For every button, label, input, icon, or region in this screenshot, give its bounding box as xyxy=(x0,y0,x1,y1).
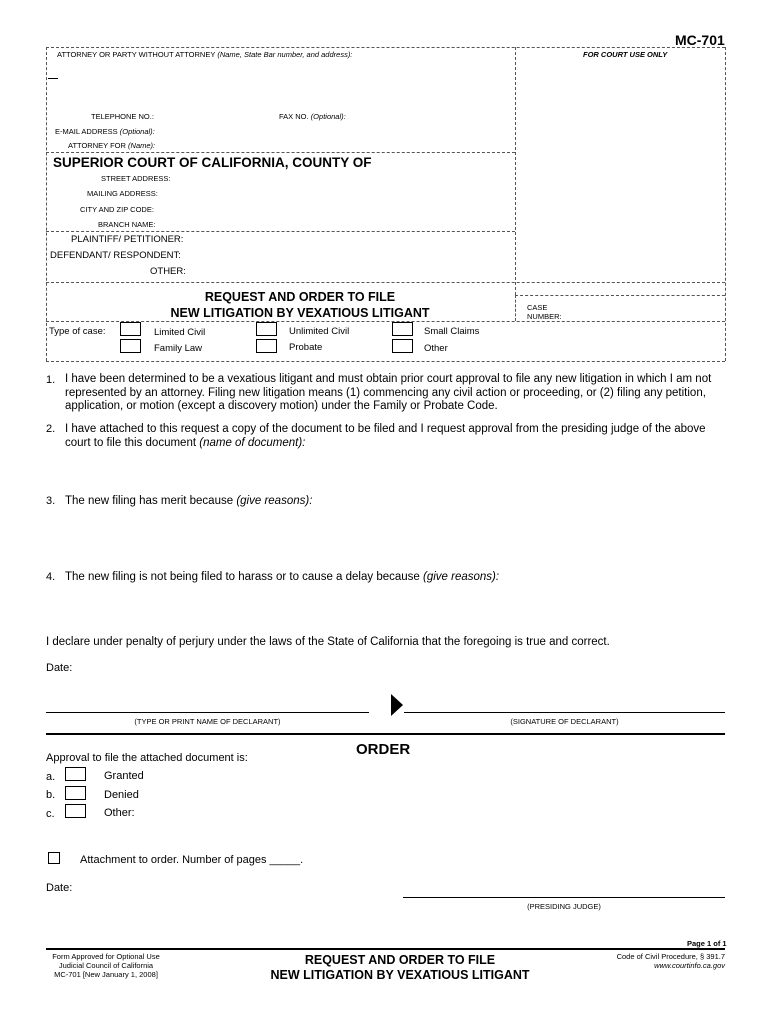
option-limited-civil: Limited Civil xyxy=(154,327,206,338)
item-2-number: 2. xyxy=(46,423,56,435)
order-date-label: Date: xyxy=(46,882,73,894)
option-b-letter: b. xyxy=(46,789,56,801)
checkbox-small-claims[interactable] xyxy=(392,322,413,336)
item-3-number: 3. xyxy=(46,495,56,507)
street-field[interactable] xyxy=(160,172,510,184)
declarant-signature-line xyxy=(404,712,725,713)
attorney-for-label: ATTORNEY FOR xyxy=(68,141,126,150)
footer-left-3: MC-701 [New January 1, 2008] xyxy=(54,970,158,979)
email-label: E-MAIL ADDRESS xyxy=(55,127,118,136)
fax-hint: (Optional): xyxy=(310,112,346,121)
attachment-label: Attachment to order. Number of pages _____. xyxy=(80,854,304,866)
page-number: Page 1 of 1 xyxy=(687,939,727,948)
option-probate: Probate xyxy=(289,342,323,353)
attorney-for-field[interactable] xyxy=(160,139,510,151)
defendant-label: DEFENDANT/ RESPONDENT: xyxy=(50,250,181,261)
left-border xyxy=(46,47,47,361)
footer-left-2: Judicial Council of California xyxy=(58,961,154,970)
option-denied: Denied xyxy=(104,789,139,801)
telephone-field[interactable] xyxy=(165,110,270,122)
attorney-label-group xyxy=(57,50,352,59)
item-3-hint: (give reasons): xyxy=(236,495,313,507)
declarant-signature-field[interactable] xyxy=(404,690,725,710)
other-order-field[interactable] xyxy=(142,805,712,819)
checkbox-other-order[interactable] xyxy=(65,804,86,818)
branch-label: BRANCH NAME: xyxy=(98,220,156,229)
item-1-text: I have been determined to be a vexatious litigant and must obtain prior court approval to file any new litigation in which I am not represented by an attorney. Filing new litigation means (1) commencing any civil action or proceeding, or (2) filing any petition, application, or motion (except a discovery motion) under the Family or Probate Code. xyxy=(65,373,712,412)
option-granted: Granted xyxy=(104,770,144,782)
judge-signature-line xyxy=(403,897,725,898)
item-4-text xyxy=(65,571,715,585)
option-a-letter: a. xyxy=(46,771,56,783)
email-field[interactable] xyxy=(160,125,510,137)
street-label: STREET ADDRESS: xyxy=(101,174,171,183)
city-label: CITY AND ZIP CODE: xyxy=(80,205,154,214)
other-party-label: OTHER: xyxy=(150,266,186,277)
attorney-hint: (Name, State Bar number, and address): xyxy=(217,50,353,59)
checkbox-limited-civil[interactable] xyxy=(120,322,141,336)
case-label-1: CASE xyxy=(527,303,548,312)
declaration-date-field[interactable] xyxy=(82,660,282,674)
case-type-label: Type of case: xyxy=(49,326,106,337)
case-number-top xyxy=(515,295,725,296)
court-title: SUPERIOR COURT OF CALIFORNIA, COUNTY OF xyxy=(53,155,372,170)
item-2-hint: (name of document): xyxy=(199,436,306,449)
email-label-group xyxy=(55,127,155,136)
item-4-body: The new filing is not being filed to harass or to cause a delay because xyxy=(65,571,420,583)
declarant-name-field[interactable] xyxy=(46,690,369,710)
title-divider xyxy=(46,282,725,283)
option-small-claims: Small Claims xyxy=(424,326,480,337)
case-number-field[interactable] xyxy=(570,298,720,318)
city-field[interactable] xyxy=(160,203,510,215)
attorney-input-area[interactable] xyxy=(60,60,510,110)
case-label-2: NUMBER: xyxy=(527,312,562,321)
item-3-text xyxy=(65,495,715,509)
declaration-date-label: Date: xyxy=(46,662,73,674)
branch-field[interactable] xyxy=(160,218,510,230)
declaration-text: I declare under penalty of perjury under the laws of the State of California that the foregoing is true and correct. xyxy=(46,636,610,648)
case-number-left xyxy=(515,295,516,321)
court-use-label: FOR COURT USE ONLY xyxy=(583,50,668,59)
plaintiff-label: PLAINTIFF/ PETITIONER: xyxy=(71,234,184,245)
footer-right-1: Code of Civil Procedure, § 391.7 xyxy=(616,952,725,961)
footer-left-1: Form Approved for Optional Use xyxy=(52,952,160,961)
order-heading: ORDER xyxy=(356,741,411,758)
court-use-divider xyxy=(515,47,516,295)
no-harass-reasons-field[interactable] xyxy=(65,588,715,628)
case-type-divider xyxy=(46,321,725,322)
mailing-field[interactable] xyxy=(160,187,510,199)
court-divider xyxy=(46,152,515,153)
declarant-name-caption: (TYPE OR PRINT NAME OF DECLARANT) xyxy=(134,717,281,726)
form-title xyxy=(110,289,490,321)
item-3-body: The new filing has merit because xyxy=(65,495,234,507)
option-c-letter: c. xyxy=(46,808,55,820)
attorney-label: ATTORNEY OR PARTY WITHOUT ATTORNEY xyxy=(57,50,216,59)
attorney-field-mark xyxy=(48,78,58,79)
county-field[interactable] xyxy=(365,154,513,170)
item-1-number: 1. xyxy=(46,374,56,386)
email-hint: (Optional): xyxy=(119,127,155,136)
item-4-number: 4. xyxy=(46,571,56,583)
approval-label: Approval to file the attached document is: xyxy=(46,752,248,764)
option-family-law: Family Law xyxy=(154,343,203,354)
judge-signature-field[interactable] xyxy=(403,878,725,896)
fax-field[interactable] xyxy=(350,110,510,122)
footer-website-link[interactable]: www.courtinfo.ca.gov xyxy=(654,961,725,970)
item-2-text xyxy=(65,423,715,450)
order-date-field[interactable] xyxy=(82,880,282,894)
footer-title-1: REQUEST AND ORDER TO FILE xyxy=(304,953,496,967)
judge-caption: (PRESIDING JUDGE) xyxy=(527,902,601,911)
item-4-hint: (give reasons): xyxy=(423,571,500,583)
checkbox-granted[interactable] xyxy=(65,767,86,781)
declarant-name-line xyxy=(46,712,369,713)
checkbox-probate[interactable] xyxy=(256,339,277,353)
merit-reasons-field[interactable] xyxy=(65,512,715,562)
order-divider xyxy=(46,733,725,735)
checkbox-unlimited-civil[interactable] xyxy=(256,322,277,336)
option-other: Other xyxy=(424,343,448,354)
checkbox-denied[interactable] xyxy=(65,786,86,800)
case-type-bottom xyxy=(46,361,725,362)
checkbox-family-law[interactable] xyxy=(120,339,141,353)
checkbox-attachment[interactable] xyxy=(48,852,60,864)
fax-label-group xyxy=(279,112,346,121)
option-other-order: Other: xyxy=(104,807,135,819)
footer-left xyxy=(36,952,176,979)
footer-title xyxy=(250,953,550,983)
form-title-line2: NEW LITIGATION BY VEXATIOUS LITIGANT xyxy=(170,306,430,320)
right-border xyxy=(725,47,726,361)
signature-arrow-icon xyxy=(390,693,404,717)
fax-label: FAX NO. xyxy=(279,112,309,121)
attorney-for-label-group xyxy=(68,141,155,150)
attorney-for-hint: (Name): xyxy=(128,141,156,150)
footer-divider xyxy=(46,948,725,950)
top-border xyxy=(46,47,725,48)
parties-divider xyxy=(46,231,515,232)
telephone-label: TELEPHONE NO.: xyxy=(91,112,154,121)
document-name-field[interactable] xyxy=(65,452,715,482)
footer-title-2: NEW LITIGATION BY VEXATIOUS LITIGANT xyxy=(270,968,530,982)
item-2-body: I have attached to this request a copy of the document to be filed and I request approval from the presiding judge of the above court to file this document xyxy=(65,423,706,449)
form-title-line1: REQUEST AND ORDER TO FILE xyxy=(204,290,396,304)
checkbox-other[interactable] xyxy=(392,339,413,353)
defendant-field[interactable] xyxy=(195,249,510,263)
footer-right xyxy=(560,952,725,970)
other-party-field[interactable] xyxy=(195,265,510,279)
option-unlimited-civil: Unlimited Civil xyxy=(289,326,350,337)
form-number: MC-701 xyxy=(675,32,725,48)
declarant-signature-caption: (SIGNATURE OF DECLARANT) xyxy=(510,717,619,726)
case-number-label xyxy=(527,303,562,321)
mailing-label: MAILING ADDRESS: xyxy=(87,189,158,198)
plaintiff-field[interactable] xyxy=(195,233,510,247)
